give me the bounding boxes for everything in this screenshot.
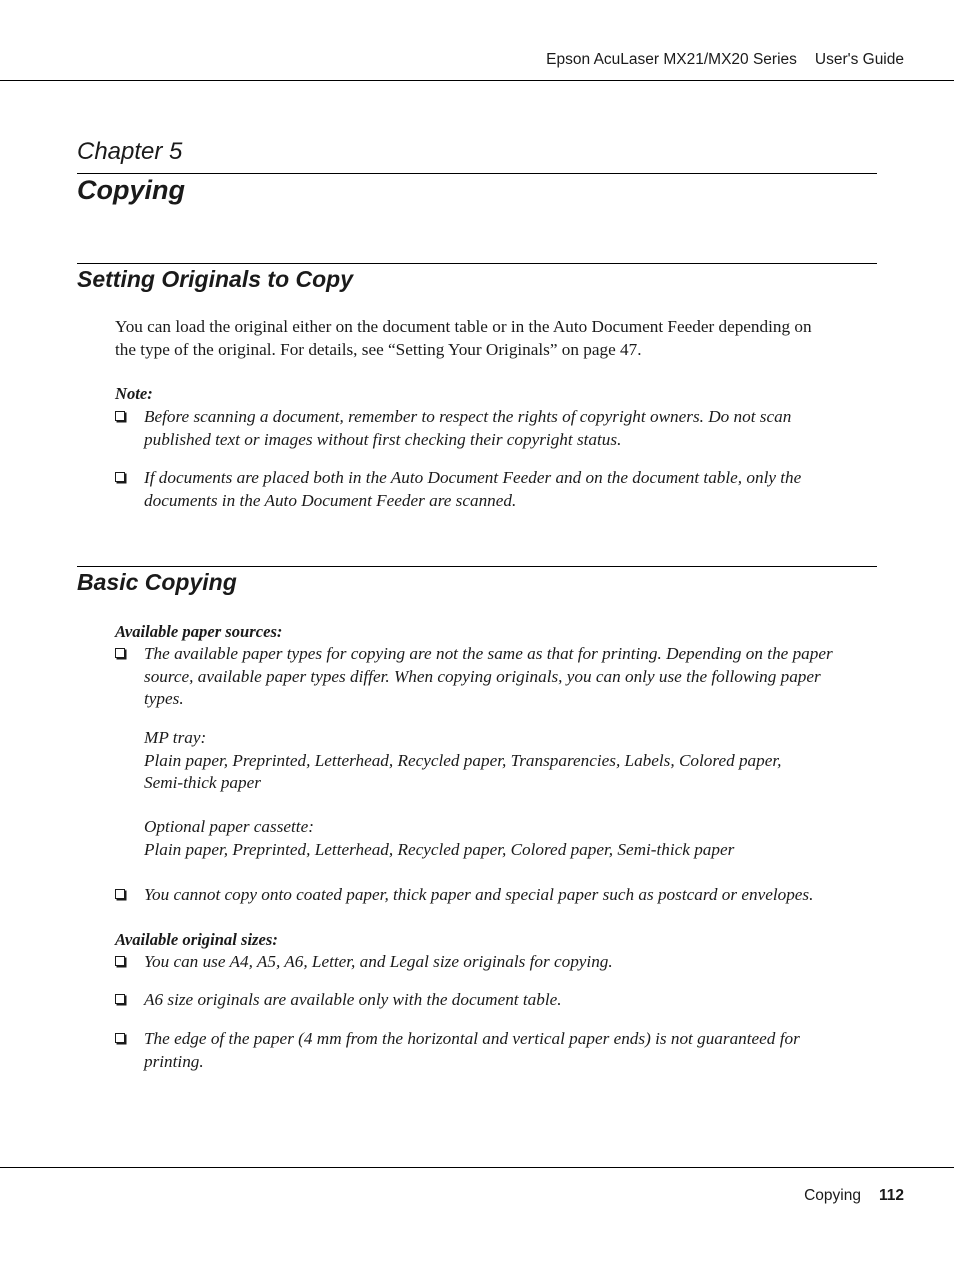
chapter-divider [77,173,877,174]
section1-intro-line1: You can load the original either on the document table or in the Auto Document Feeder depending on [115,317,812,336]
header-guide: User's Guide [814,51,904,68]
mp-tray-block [144,727,881,795]
item-line: A6 size originals are available only with the document table. [144,990,562,1009]
note-line: Before scanning a document, remember to respect the rights of copyright owners. Do not scan [144,407,792,426]
checkbox-bullet-icon [115,472,125,482]
header-divider [0,80,954,81]
header-product: Epson AcuLaser MX21/MX20 Series [546,51,797,68]
item-line: The available paper types for copying are not the same as that for printing. Depending on the paper [144,644,833,663]
checkbox-bullet-icon [115,956,125,966]
running-header [546,51,904,69]
note-line: If documents are placed both in the Auto Document Feeder and on the document table, only the [144,468,802,487]
note-label: Note: [115,384,153,403]
mp-tray-label: MP tray: [144,728,207,747]
note-item [115,467,881,512]
paper-sources-item [115,884,881,907]
paper-sources-label: Available paper sources: [115,622,283,641]
checkbox-bullet-icon [115,1033,125,1043]
page-number: 112 [878,1187,904,1204]
item-line: You cannot copy onto coated paper, thick paper and special paper such as postcard or envelopes. [144,885,814,904]
item-line: source, available paper types differ. When copying originals, you can only use the following paper [144,666,821,686]
paper-sources-item [115,643,881,711]
item-line: You can use A4, A5, A6, Letter, and Legal size originals for copying. [144,952,613,971]
section2-heading: Basic Copying [77,569,237,595]
checkbox-bullet-icon [115,648,125,658]
original-sizes-item [115,951,881,974]
item-line: The edge of the paper (4 mm from the horizontal and vertical paper ends) is not guaranteed for [144,1029,800,1048]
section2-divider [77,566,877,567]
footer-section: Copying [804,1187,861,1204]
section1-intro-line2: the type of the original. For details, see “Setting Your Originals” on page 47. [115,339,642,359]
note-line: published text or images without first checking their copyright status. [144,429,622,449]
note-item [115,406,881,451]
mp-tray-types-line: Semi-thick paper [144,773,261,792]
cassette-label: Optional paper cassette: [144,817,314,836]
section1-divider [77,263,877,264]
footer-divider [0,1167,954,1168]
original-sizes-label: Available original sizes: [115,930,278,949]
note-line: documents in the Auto Document Feeder are scanned. [144,490,517,510]
checkbox-bullet-icon [115,889,125,899]
section1-heading: Setting Originals to Copy [77,266,354,292]
mp-tray-types-line: Plain paper, Preprinted, Letterhead, Recycled paper, Transparencies, Labels, Colored paper, [144,750,782,770]
original-sizes-item [115,989,881,1012]
cassette-block [144,816,881,861]
checkbox-bullet-icon [115,411,125,421]
running-footer [804,1187,904,1205]
cassette-types-line: Plain paper, Preprinted, Letterhead, Recycled paper, Colored paper, Semi-thick paper [144,839,735,859]
original-sizes-item [115,1028,881,1073]
item-line: printing. [144,1051,204,1071]
chapter-label: Chapter 5 [77,138,183,165]
chapter-title: Copying [77,175,185,205]
section1-intro [115,316,879,361]
checkbox-bullet-icon [115,994,125,1004]
item-line: types. [144,689,184,708]
